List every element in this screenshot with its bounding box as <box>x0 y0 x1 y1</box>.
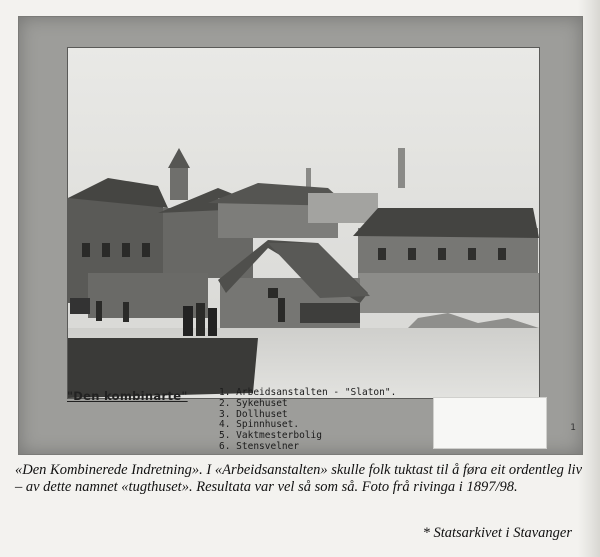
photo-mount <box>18 16 583 455</box>
photo-scene <box>68 48 539 398</box>
building-legend <box>219 388 396 453</box>
sign-title: "Den kombinarte" <box>67 389 188 403</box>
legend-item: 3. Dollhuset <box>219 408 288 420</box>
legend-item: 4. Spinnhuset. <box>219 419 300 431</box>
margin-mark: 1 <box>570 423 576 433</box>
legend-item: 2. Sykehuset <box>219 397 288 409</box>
legend-item: 6. Stensvelner <box>219 440 300 452</box>
photo-caption: «Den Kombinerede Indretning». I «Arbeidsanstalten» skulle folk tuktast til å føra eit ordentleg liv – av dette namnet «tugthuset». Resultata var vel så som så. Foto frå rivinga i 1897/98. <box>15 462 583 495</box>
historical-photo <box>67 47 540 399</box>
blank-label-card <box>433 397 547 449</box>
legend-item: 1. Arbeidsanstalten - "Slaton". <box>219 387 397 398</box>
photo-credit: * Statsarkivet i Stavanger <box>422 525 572 541</box>
legend-item: 5. Vaktmesterbolig <box>219 430 322 442</box>
